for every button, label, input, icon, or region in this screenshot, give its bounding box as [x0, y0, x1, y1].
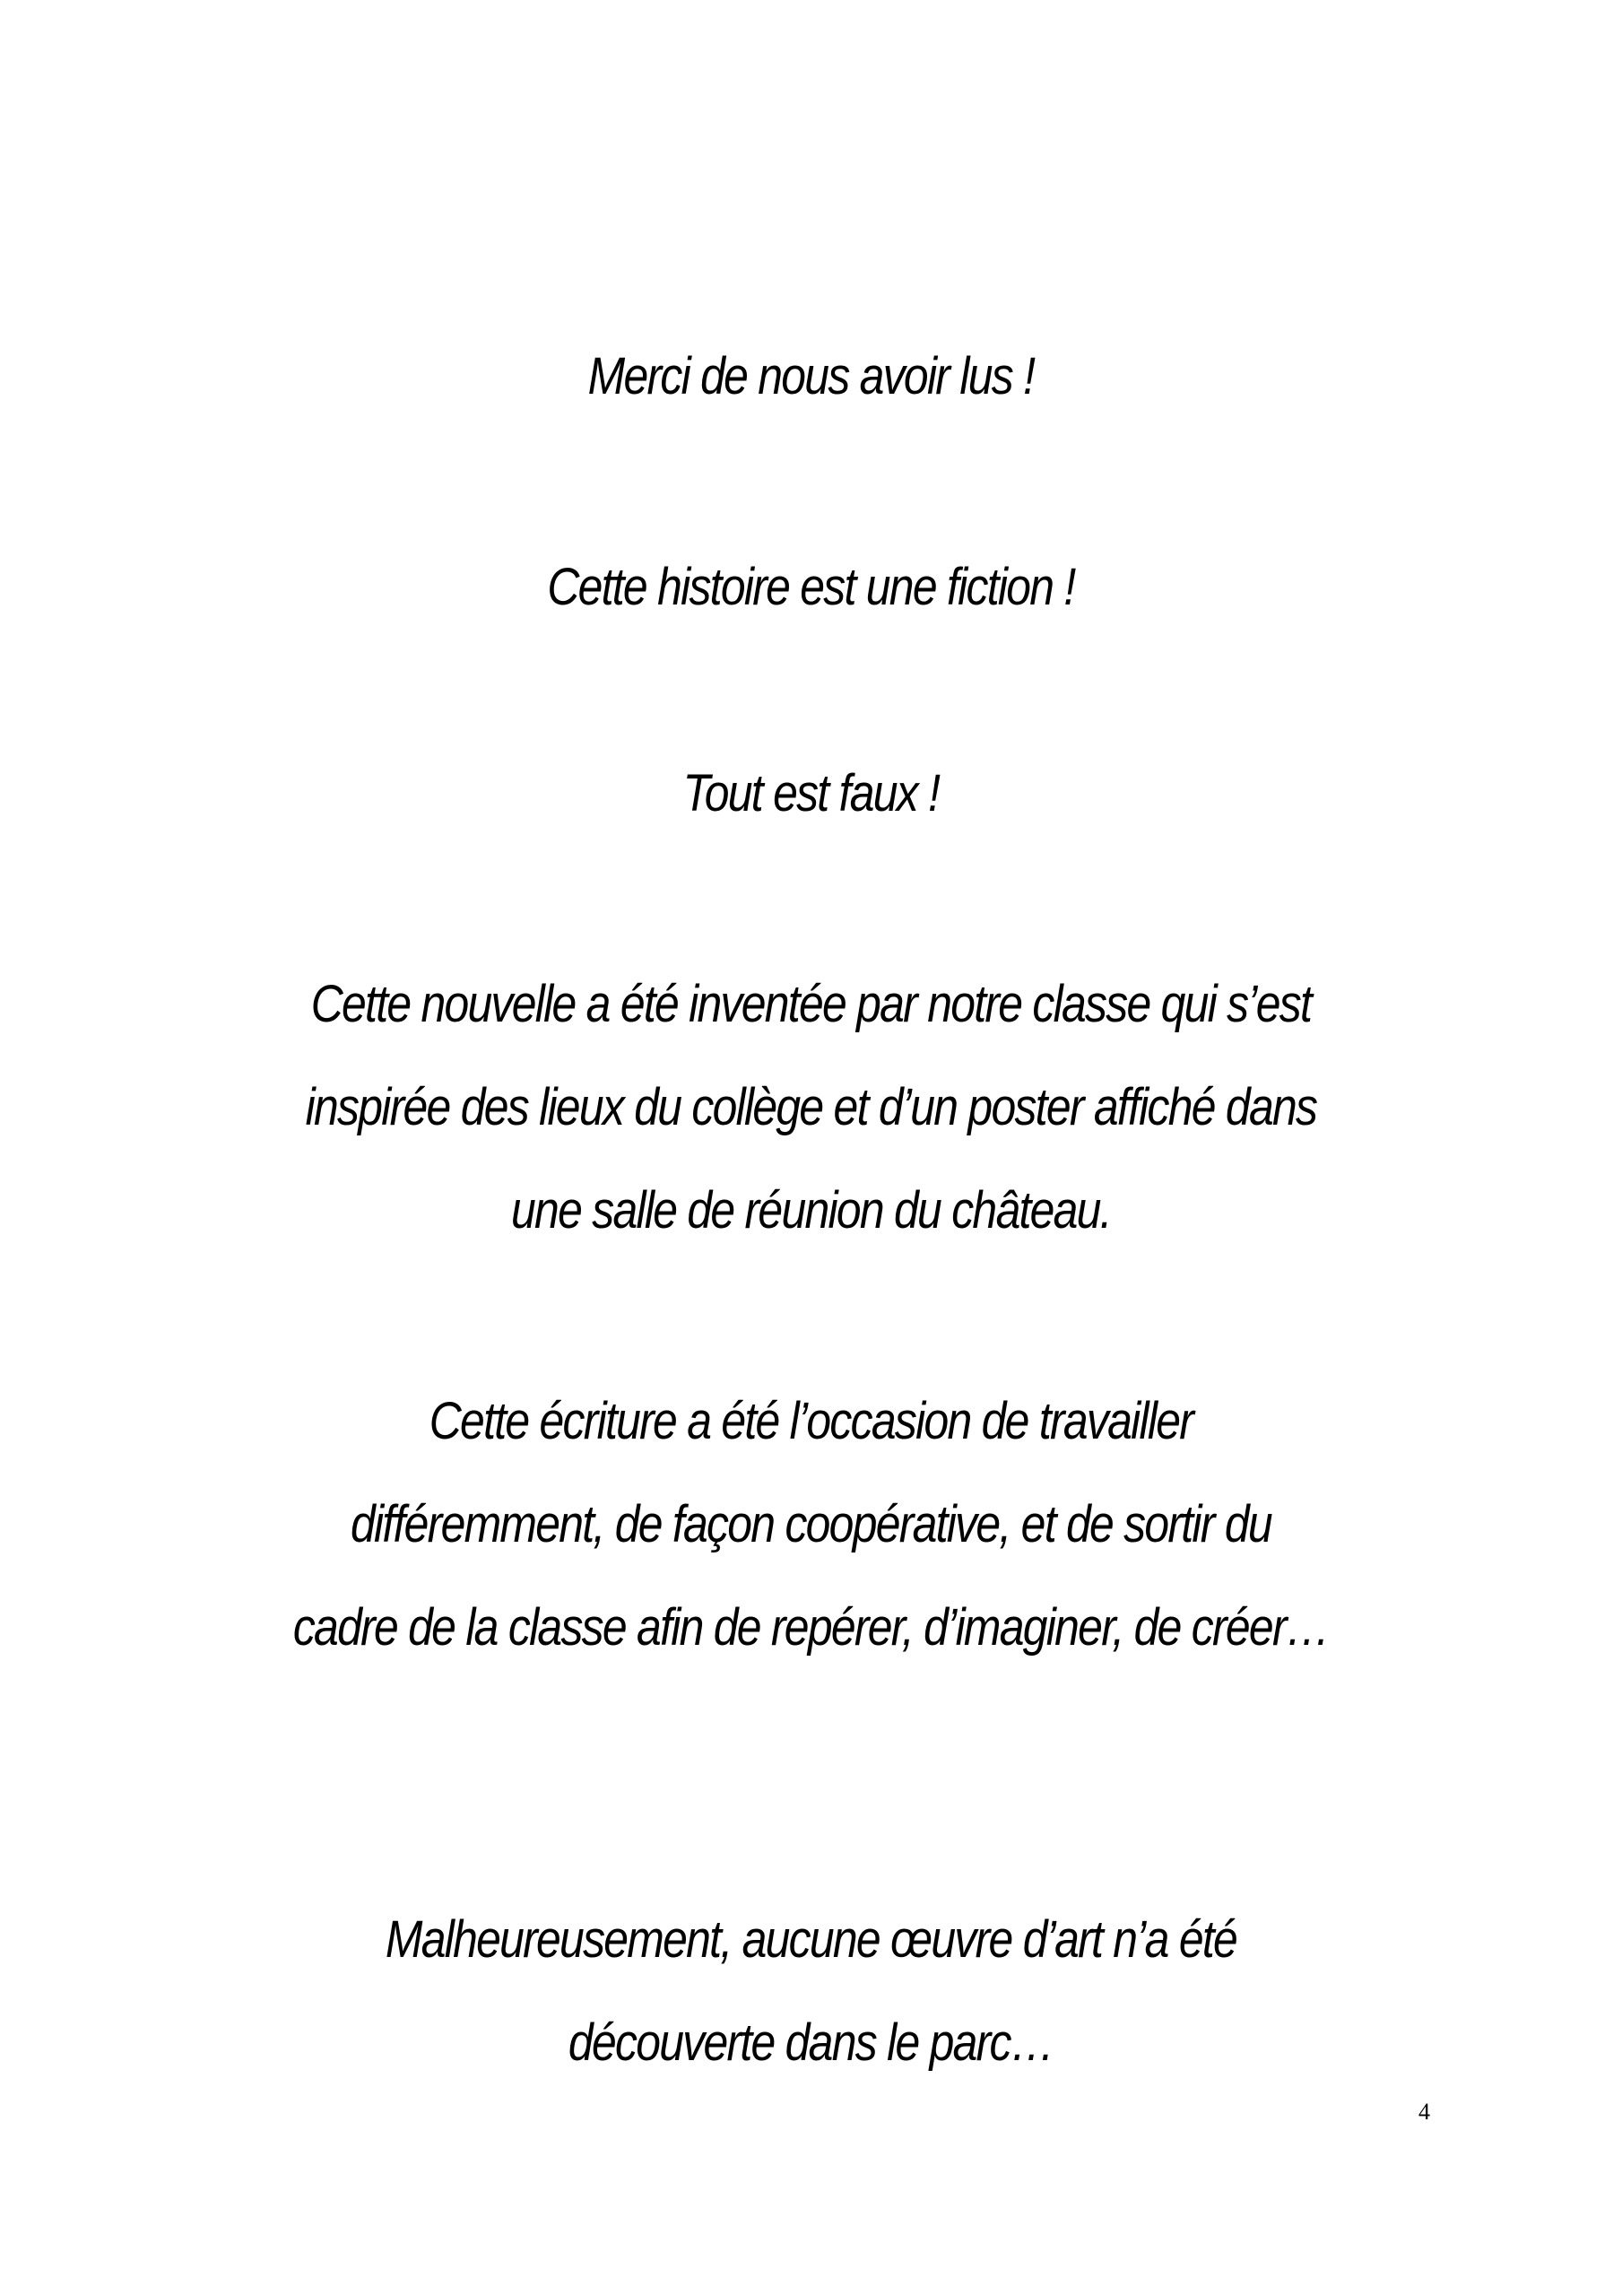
paragraph-ecriture-line-3: cadre de la classe afin de repérer, d’imaginer, de créer… [292, 1598, 1330, 1657]
fiction-line: Cette histoire est une fiction ! [547, 558, 1075, 616]
all-false-line: Tout est faux ! [682, 764, 940, 822]
paragraph-malheureusement-line-1: Malheureusement, aucune œuvre d’art n’a été [385, 1910, 1237, 1969]
paragraph-ecriture-line-1: Cette écriture a été l’occasion de travailler [429, 1392, 1193, 1450]
paragraph-nouvelle-line-2: inspirée des lieux du collège et d’un poster affiché dans [305, 1078, 1317, 1136]
thanks-line: Merci de nous avoir lus ! [587, 347, 1035, 405]
paragraph-nouvelle-line-1: Cette nouvelle a été inventée par notre classe qui s’est [310, 975, 1312, 1033]
paragraph-nouvelle-line-3: une salle de réunion du château. [511, 1181, 1111, 1239]
paragraph-malheureusement-line-2: découverte dans le parc… [568, 2013, 1054, 2072]
page-number: 4 [1418, 2099, 1430, 2125]
paragraph-ecriture-line-2: différemment, de façon coopérative, et de sortir du [350, 1495, 1271, 1553]
